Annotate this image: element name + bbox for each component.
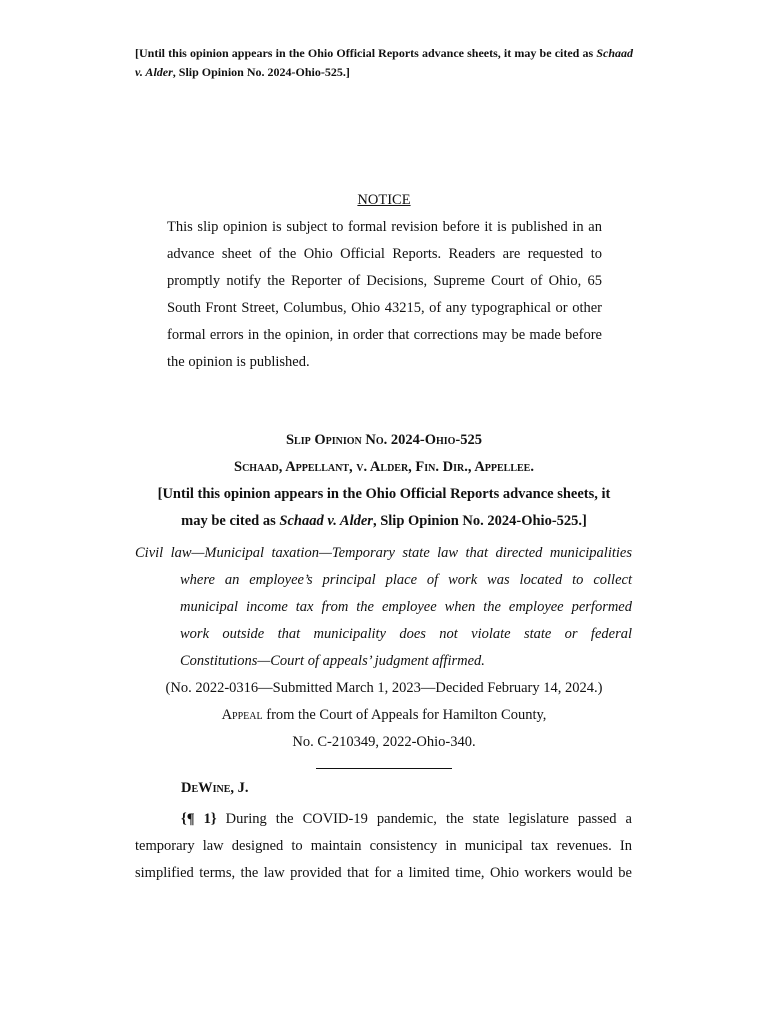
lower-court-line: No. C-210349, 2022-Ohio-340. bbox=[292, 734, 476, 750]
notice-body bbox=[167, 214, 602, 376]
cite-notice-line1: [Until this opinion appears in the Ohio Official Reports advance sheets, it bbox=[157, 486, 611, 502]
docket-line: (No. 2022-0316—Submitted March 1, 2023—Decided February 14, 2024.) bbox=[165, 680, 603, 696]
syllabus-line: work outside that municipality does not violate state or federal bbox=[180, 626, 632, 642]
opinion-body bbox=[135, 806, 632, 887]
syllabus-line: where an employee’s principal place of work was located to collect bbox=[180, 572, 632, 588]
slip-opinion-number: Slip Opinion No. 2024-Ohio-525 bbox=[285, 432, 482, 448]
notice-line: promptly notify the Reporter of Decisions, Supreme Court of Ohio, 65 bbox=[167, 273, 602, 289]
header-line2-rest: , Slip Opinion No. 2024-Ohio-525.] bbox=[172, 65, 350, 79]
case-info bbox=[0, 675, 768, 756]
notice-line: formal errors in the opinion, in order that corrections may be made before bbox=[167, 327, 602, 343]
syllabus bbox=[135, 540, 632, 675]
header-line1: [Until this opinion appears in the Ohio Official Reports advance sheets, it may be cited as bbox=[135, 46, 594, 60]
opinion-line bbox=[135, 806, 632, 833]
header-case-name: Schaad v. Alder bbox=[135, 46, 634, 79]
notice-line: South Front Street, Columbus, Ohio 43215, of any typographical or other bbox=[167, 300, 602, 316]
appeal-line bbox=[0, 702, 768, 729]
cite-prefix: may be cited as bbox=[181, 513, 280, 529]
notice-line: advance sheet of the Ohio Official Reports. Readers are requested to bbox=[167, 246, 602, 262]
citation-header bbox=[135, 44, 633, 82]
opinion-author: DeWine, J. bbox=[181, 780, 249, 796]
opinion-line-text: During the COVID-19 pandemic, the state legislature passed a bbox=[216, 811, 632, 827]
syllabus-line: Civil law—Municipal taxation—Temporary state law that directed municipalities bbox=[135, 545, 632, 561]
notice-line: This slip opinion is subject to formal revision before it is published in an bbox=[167, 219, 602, 235]
appeal-word: Appeal bbox=[221, 707, 263, 723]
syllabus-line: municipal income tax from the employee when the employee performed bbox=[180, 599, 632, 615]
case-parties: Schaad, Appellant, v. Alder, Fin. Dir., Appellee. bbox=[234, 459, 534, 475]
cite-notice-line2 bbox=[0, 513, 768, 530]
divider-rule bbox=[316, 768, 452, 769]
paragraph-mark: {¶ 1} bbox=[181, 811, 217, 827]
appeal-rest: from the Court of Appeals for Hamilton County, bbox=[262, 707, 547, 723]
cite-case-name: Schaad v. Alder bbox=[279, 513, 373, 529]
notice-title: NOTICE bbox=[357, 192, 411, 208]
opinion-line: simplified terms, the law provided that for a limited time, Ohio workers would be bbox=[135, 865, 632, 881]
cite-rest: , Slip Opinion No. 2024-Ohio-525.] bbox=[372, 513, 587, 529]
notice-line: the opinion is published. bbox=[167, 354, 310, 370]
opinion-line: temporary law designed to maintain consistency in municipal tax revenues. In bbox=[135, 838, 632, 854]
syllabus-line: Constitutions—Court of appeals’ judgment affirmed. bbox=[180, 653, 485, 669]
